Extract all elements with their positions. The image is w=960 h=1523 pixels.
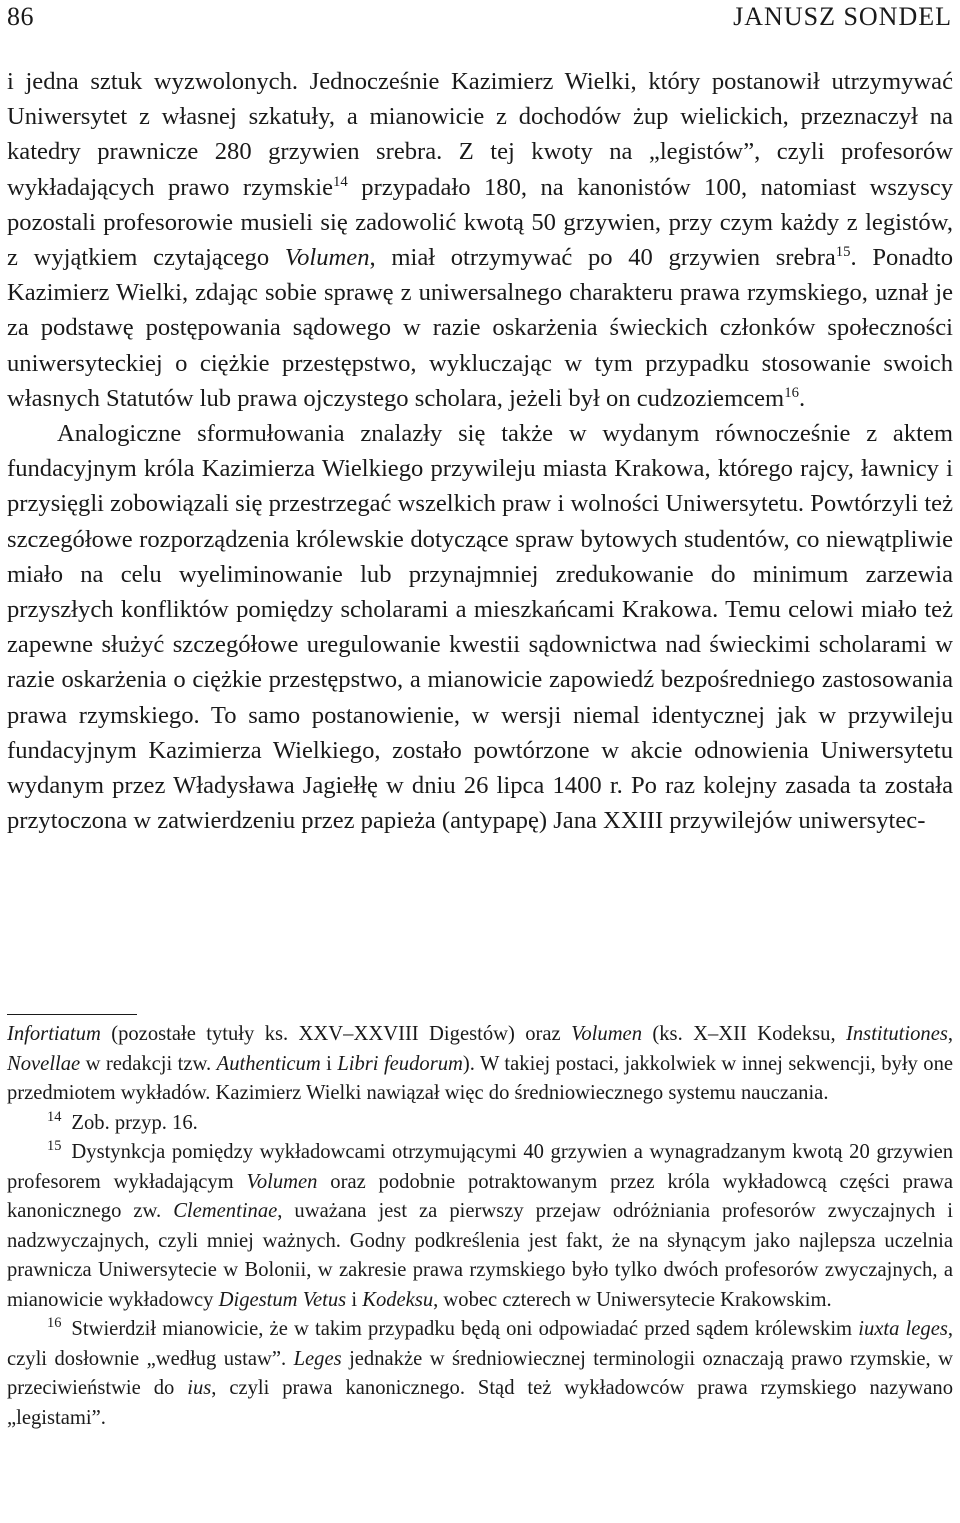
italic-iuxta-leges: iuxta leges xyxy=(858,1318,948,1340)
footnote-ref-15[interactable]: 15 xyxy=(835,243,851,260)
paragraph-1-part-e: . xyxy=(798,384,806,412)
footnote-14 xyxy=(7,1109,953,1139)
fn-cont-text-6: ). W takiej postaci, jakkolwiek w innej sekwencji, były one przedmiotem wykładów. Kazimierz Wielki nawiązał więc do średniowiecznego systemu nauczania. xyxy=(7,1052,954,1104)
paragraph-1-part-b: przypadało 180, na kanonistów 100, natomiast wszyscy pozostali profesorowie musieli się zadowolić kwotą 50 grzywien, przy czym każdy z legistów, z wyjątkiem czytającego xyxy=(7,173,953,272)
fn16-text-2: , czyli dosłownie „według ustaw”. xyxy=(7,1318,954,1370)
paragraph-1 xyxy=(7,64,953,416)
italic-institutiones: Institutiones xyxy=(846,1023,948,1045)
footnote-separator xyxy=(7,1014,137,1015)
fn16-text-1: Stwierdził mianowicie, że w takim przypadku będą oni odpowiadać przed sądem królewskim xyxy=(71,1318,859,1340)
italic-clementinae: Clementinae xyxy=(173,1200,278,1222)
italic-libri-feudorum: Libri feudorum xyxy=(337,1052,463,1075)
fn-cont-text-3: , xyxy=(947,1023,954,1045)
italic-kodeksu: Kodeksu xyxy=(362,1288,434,1311)
italic-volumen: Volumen xyxy=(246,1170,318,1193)
fn15-text-4: i xyxy=(346,1288,363,1311)
fn16-text-3: jednakże w średniowiecznej terminologii oznaczają prawo rzymskie, w przeciwieństwie do xyxy=(7,1347,953,1399)
running-head: JANUSZ SONDEL xyxy=(733,2,952,31)
paragraph-1-part-d: . Ponadto Kazimierz Wielki, zdając sobie sprawę z uniwersalnego charakteru prawa rzymskiego, uznał je za podstawę postępowania sądowego w razie oskarżenia świeckich członków społeczności uniwersyteckiej o ciężkie przestępstwo, wykluczając w tym przypadku stosowanie swoich własnych Statutów lub prawa ojczystego scholara, jeżeli był on cudzoziemcem xyxy=(7,244,953,412)
footnotes xyxy=(7,1020,953,1433)
italic-volumen: Volumen xyxy=(284,244,370,272)
paragraph-1-part-a: i jedna sztuk wyzwolonych. Jednocześnie Kazimierz Wielki, który postanowił utrzymywać Uniwersytet z własnej szkatuły, a mianowicie z dochodów żup wielickich, przeznaczył na katedry prawnicze 280 grzywien srebra. Z tej kwoty na „legistów”, czyli profesorów wykładających prawo rzymskie xyxy=(7,68,953,201)
paragraph-2: Analogiczne sformułowania znalazły się także w wydanym równocześnie z aktem fundacyjnym króla Kazimierza Wielkiego przywileju miasta Krakowa, którego rajcy, ławnicy i przysięgli zobowiązali się przestrzegać wszelkich praw i wolności Uniwersytetu. Powtórzyli też szczegółowe rozporządzenia królewskie dotyczące spraw bytowych studentów, co niewątpliwie miało na celu wyeliminowanie lub przynajmniej zredukowanie do minimum zarzewia przyszłych konfliktów pomiędzy scholarami a mieszkańcami Krakowa. Temu celowi miało też zapewne służyć szczegółowe uregulowanie kwestii sądownictwa nad świeckimi scholarami w razie oskarżenia o ciężkie przestępstwo, a mianowicie zapowiedź bezpośredniego zastosowania prawa rzymskiego. To samo postanowienie, w wersji niemal identycznej jak w przywileju fundacyjnym Kazimierza Wielkiego, zostało powtórzone w akcie odnowienia Uniwersytetu wydanym przez Władysława Jagiełłę w dniu 26 lipca 1400 r. Po raz kolejny zasada ta została przytoczona w zatwierdzeniu przez papieża (antypapę) Jana XXIII przywilejów uniwersytec- xyxy=(7,420,953,835)
italic-leges: Leges xyxy=(293,1347,342,1370)
italic-infortiatum: Infortiatum xyxy=(7,1023,101,1045)
footnote-ref-16[interactable]: 16 xyxy=(784,384,799,401)
page-number: 86 xyxy=(7,2,34,31)
footnote-15 xyxy=(7,1138,953,1315)
footnote-number: 16 xyxy=(47,1315,62,1332)
footnote-ref-14[interactable]: 14 xyxy=(333,173,348,190)
footnote-continuation xyxy=(7,1020,953,1109)
italic-novellae: Novellae xyxy=(7,1052,81,1075)
footnote-14-text: Zob. przyp. 16. xyxy=(71,1111,198,1134)
italic-volumen: Volumen xyxy=(571,1023,642,1045)
paragraph-1-part-c: , miał otrzymywać po 40 grzywien srebra xyxy=(369,244,836,272)
italic-authenticum: Authenticum xyxy=(216,1052,321,1075)
fn15-text-2: oraz podobnie potraktowanym przez króla wykładowcą części prawa kanonicznego zw. xyxy=(7,1170,953,1222)
fn-cont-text-5: i xyxy=(320,1052,338,1075)
fn-cont-text-2: (ks. X–XII Kodeksu, xyxy=(642,1023,847,1045)
fn15-text-3: , uważana jest za pierwszy przejaw odróżniania profesorów zwyczajnych i nadzwyczajnych, czyli mniej ważnych. Godny podkreślenia jest fakt, że na słynącym jako najlepsza uczelnia prawnicza Uniwersytecie w Bolonii, w zakresie prawa rzymskiego było tylko dwóch profesorów zwyczajnych, a mianowicie wykładowcy xyxy=(7,1200,954,1311)
italic-ius: ius xyxy=(187,1377,212,1399)
footnote-16 xyxy=(7,1315,953,1433)
italic-digestum-vetus: Digestum Vetus xyxy=(218,1288,347,1311)
main-text xyxy=(7,64,953,838)
page-header xyxy=(0,0,960,40)
fn16-text-4: , czyli prawa kanonicznego. Stąd też wykładowców prawa rzymskiego nazywano „legistami”. xyxy=(7,1377,953,1429)
footnote-number: 14 xyxy=(47,1108,62,1125)
fn15-text-5: , wobec czterech w Uniwersytecie Krakowskim. xyxy=(433,1288,832,1311)
fn-cont-text-4: w redakcji tzw. xyxy=(80,1052,217,1075)
fn15-text-1: Dystynkcja pomiędzy wykładowcami otrzymującymi 40 grzywien a wynagradzanym kwotą 20 grzywien profesorem wykładającym xyxy=(7,1141,953,1193)
footnote-number: 15 xyxy=(47,1138,62,1155)
fn-cont-text-1: (pozostałe tytuły ks. XXV–XXVIII Digestów) oraz xyxy=(100,1023,572,1045)
